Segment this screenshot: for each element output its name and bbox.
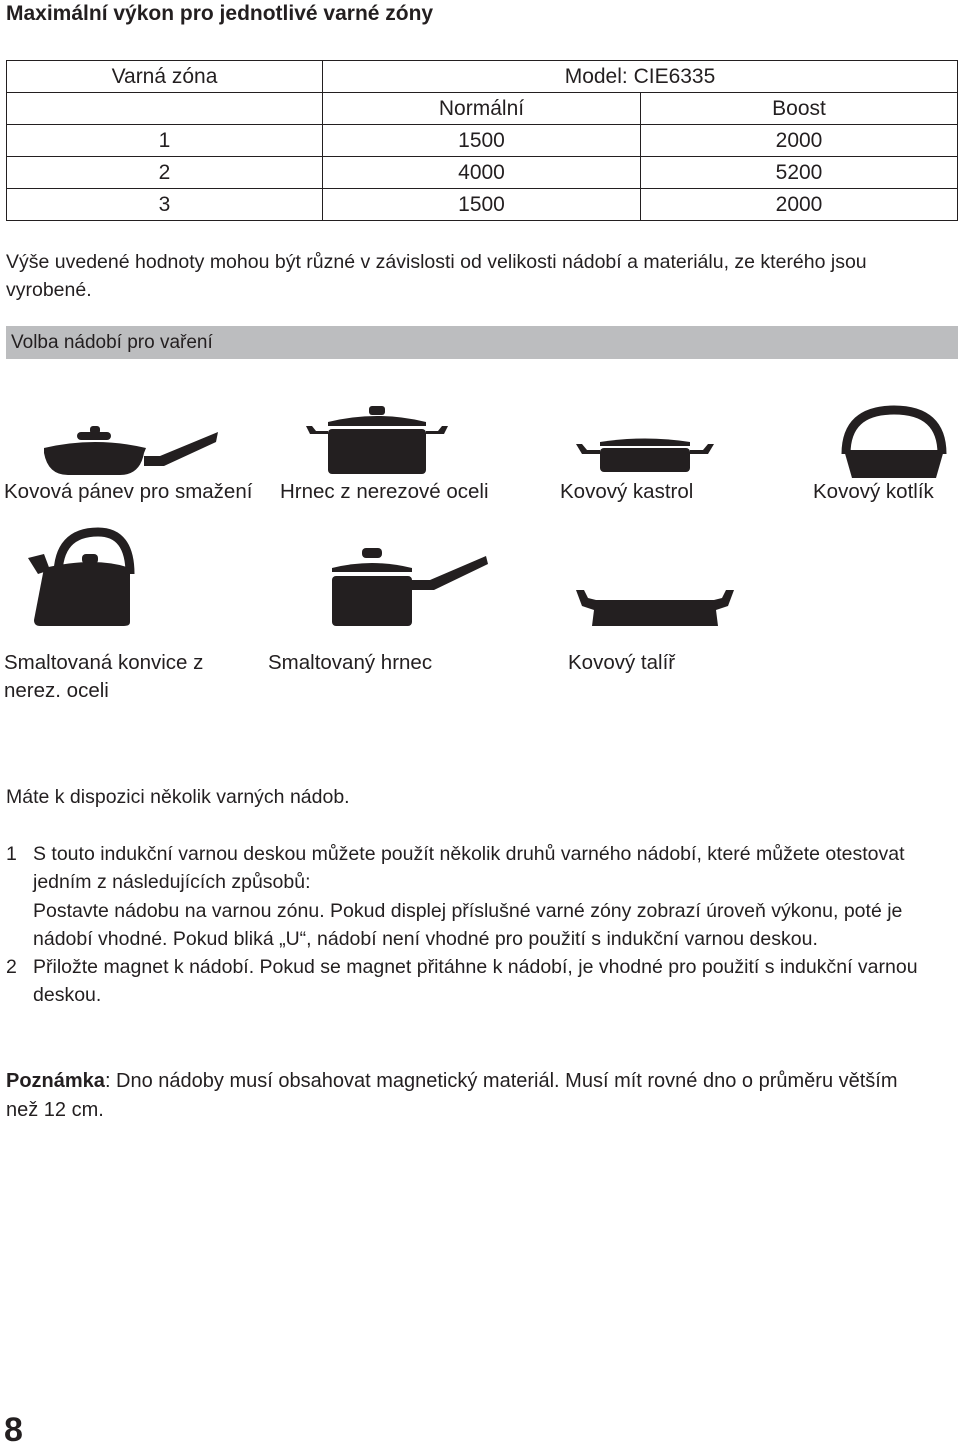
step-text: Přiložte magnet k nádobí. Pokud se magnet přitáhne k nádobí, je vhodné pro použití s indukční varnou deskou. — [33, 956, 918, 1007]
step-text: S touto indukční varnou deskou můžete použít několik druhů varného nádobí, které můžete otestovat jedním z následujících způsobů: — [33, 843, 905, 894]
note-paragraph — [6, 1067, 906, 1124]
saucepan-icon — [330, 546, 490, 628]
caption-saucepan: Smaltovaný hrnec — [268, 651, 433, 674]
zone-cell: 2 — [7, 157, 323, 189]
zone-cell: 3 — [7, 189, 323, 221]
cauldron-icon — [840, 404, 948, 480]
table-subheader-row — [7, 93, 958, 125]
zone-cell: 1 — [7, 125, 323, 157]
note-text: : Dno nádoby musí obsahovat magnetický materiál. Musí mít rovné dno o průměru větším než 12 cm. — [6, 1070, 898, 1121]
kettle-icon — [26, 526, 138, 628]
caption-kettle: Smaltovaná konvice z nerez. oceli — [4, 651, 204, 702]
step-text-continued: Postavte nádobu na varnou zónu. Pokud displej příslušné varné zóny zobrazí úroveň výkonu, poté je nádobí vhodné. Pokud bliká „U“, nádobí není vhodné pro použití s indukční varnou deskou. — [33, 899, 903, 950]
empty-cell — [7, 93, 323, 125]
caption-cauldron: Kovový kotlík — [813, 480, 934, 503]
table-row — [7, 125, 958, 157]
boost-cell: 2000 — [641, 125, 958, 157]
normal-header: Normální — [323, 93, 641, 125]
table-row — [7, 189, 958, 221]
section-bar — [6, 326, 958, 359]
caption-stockpot: Hrnec z nerezové oceli — [280, 480, 489, 503]
section-title: Volba nádobí pro vaření — [11, 332, 213, 353]
frying-pan-icon — [40, 420, 220, 480]
availability-text: Máte k dispozici několik varných nádob. — [6, 786, 350, 808]
step-number: 2 — [6, 956, 17, 979]
table-row — [7, 157, 958, 189]
model-header: Model: CIE6335 — [323, 61, 958, 93]
stockpot-icon — [302, 404, 452, 476]
normal-cell: 1500 — [323, 189, 641, 221]
boost-cell: 2000 — [641, 189, 958, 221]
step-number: 1 — [6, 843, 17, 865]
boost-cell: 5200 — [641, 157, 958, 189]
steps-list — [6, 840, 956, 1010]
page-heading: Maximální výkon pro jednotlivé varné zóny — [6, 2, 434, 25]
zone-header: Varná zóna — [7, 61, 323, 93]
caption-frying-pan: Kovová pánev pro smažení — [4, 480, 253, 503]
casserole-icon — [574, 434, 716, 474]
normal-cell: 1500 — [323, 125, 641, 157]
list-item — [6, 953, 956, 1010]
normal-cell: 4000 — [323, 157, 641, 189]
page-number: 8 — [4, 1411, 23, 1449]
list-item — [6, 840, 956, 953]
table-header-row — [7, 61, 958, 93]
note-label: Poznámka — [6, 1070, 105, 1092]
values-note: Výše uvedené hodnoty mohou být různé v závislosti od velikosti nádobí a materiálu, ze kterého jsou vyrobené. — [6, 251, 867, 301]
caption-casserole: Kovový kastrol — [560, 480, 694, 503]
power-table — [6, 60, 958, 221]
metal-plate-icon — [572, 584, 738, 628]
boost-header: Boost — [641, 93, 958, 125]
caption-plate: Kovový talíř — [568, 651, 676, 674]
